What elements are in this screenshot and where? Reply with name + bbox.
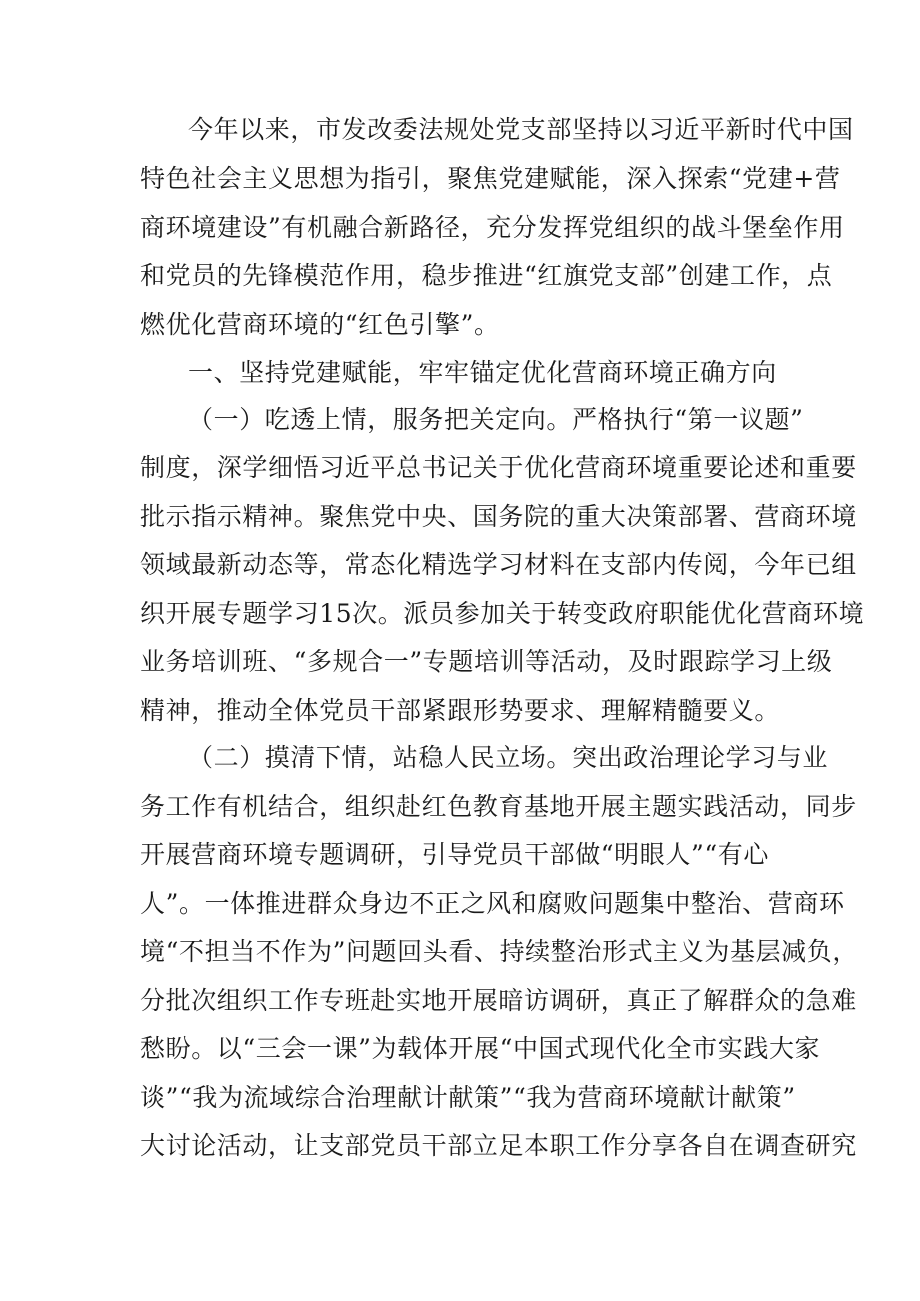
subsection-1-line-4: 领域最新动态等，常态化精选学习材料在支部内传阅，今年已组 <box>140 550 857 579</box>
subsection-1-line-7: 精神，推动全体党员干部紧跟形势要求、理解精髓要义。 <box>140 696 781 725</box>
subsection-1-line-1: （一）吃透上情，服务把关定向。严格执行“第一议题” <box>188 405 804 434</box>
intro-paragraph-line-2: 特色社会主义思想为指引，聚焦党建赋能，深入探索“党建+营 <box>140 164 841 193</box>
intro-paragraph-line-5: 燃优化营商环境的“红色引擎”。 <box>140 310 500 339</box>
subsection-2-line-1: （二）摸清下情，站稳人民立场。突出政治理论学习与业 <box>188 743 829 772</box>
subsection-2-line-3: 开展营商环境专题调研，引导党员干部做“明眼人”“有心 <box>140 840 769 869</box>
subsection-2-line-5: 境“不担当不作为”问题回头看、持续整治形式主义为基层减负， <box>140 937 858 966</box>
subsection-1-line-2: 制度，深学细悟习近平总书记关于优化营商环境重要论述和重要 <box>140 453 857 482</box>
subsection-1-line-6: 业务培训班、“多规合一”专题培训等活动，及时跟踪学习上级 <box>140 647 833 676</box>
intro-paragraph-line-3: 商环境建设”有机融合新路径，充分发挥党组织的战斗堡垒作用 <box>140 213 845 242</box>
subsection-1-line-5: 织开展专题学习15次。派员参加关于转变政府职能优化营商环境 <box>140 599 865 628</box>
subsection-2-line-4: 人”。一体推进群众身边不正之风和腐败问题集中整治、营商环 <box>140 889 845 918</box>
section-heading-1: 一、坚持党建赋能，牢牢锚定优化营商环境正确方向 <box>188 358 777 387</box>
intro-paragraph-line-4: 和党员的先锋模范作用，稳步推进“红旗党支部”创建工作，点 <box>140 261 833 290</box>
intro-paragraph-line-1: 今年以来，市发改委法规处党支部坚持以习近平新时代中国 <box>188 115 854 144</box>
subsection-1-line-3: 批示指示精神。聚焦党中央、国务院的重大决策部署、营商环境 <box>140 502 857 531</box>
subsection-2-line-8: 谈”“我为流域综合治理献计献策”“我为营商环境献计献策” <box>140 1083 796 1112</box>
subsection-2-line-9: 大讨论活动，让支部党员干部立足本职工作分享各自在调查研究 <box>140 1131 857 1160</box>
subsection-2-line-7: 愁盼。以“三会一课”为载体开展“中国式现代化全市实践大家 <box>140 1034 821 1063</box>
subsection-2-line-2: 务工作有机结合，组织赴红色教育基地开展主题实践活动，同步 <box>140 792 857 821</box>
subsection-2-line-6: 分批次组织工作专班赴实地开展暗访调研，真正了解群众的急难 <box>140 986 857 1015</box>
